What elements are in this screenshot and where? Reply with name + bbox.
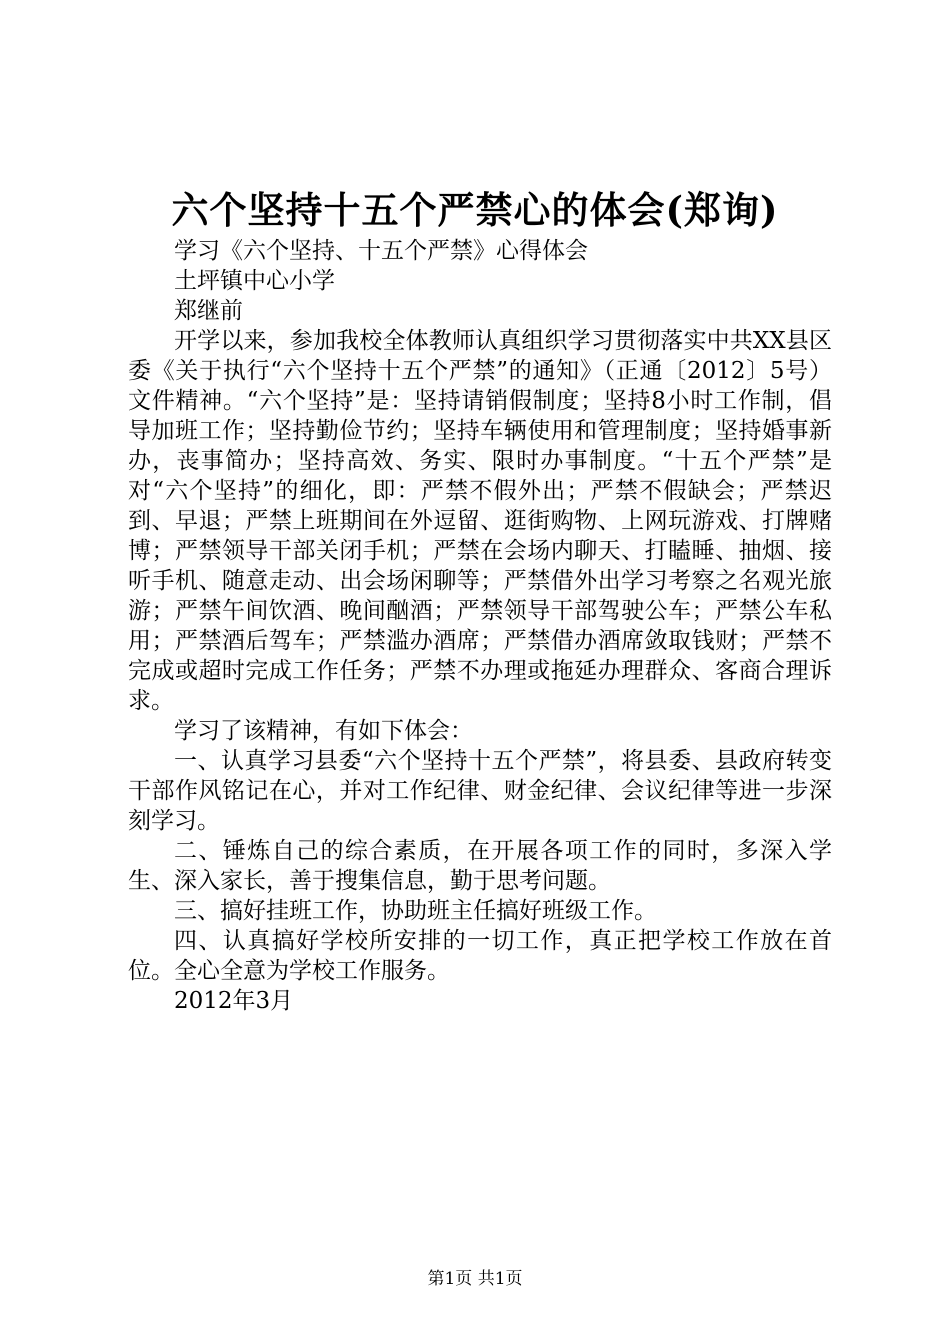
page-footer: 第1页 共1页 bbox=[427, 1269, 523, 1289]
reflection-lead: 学习了该精神，有如下体会： bbox=[174, 718, 473, 744]
point-one-paragraph: 一、认真学习县委“六个坚持十五个严禁”，将县委、县政府转变干部作风铭记在心，并对工作纪律、财金纪律、会议纪律等进一步深刻学习。 bbox=[128, 748, 832, 834]
date-line: 2012年3月 bbox=[174, 988, 294, 1014]
document-title: 六个坚持十五个严禁心的体会(郑询) bbox=[171, 188, 779, 232]
intro-paragraph: 开学以来，参加我校全体教师认真组织学习贯彻落实中共XX县区委《关于执行“六个坚持十五个严禁”的通知》（正通〔2012〕5号）文件精神。“六个坚持”是：坚持请销假制度；坚持8小时工作制，倡导加班工作；坚持勤俭节约；坚持车辆使用和管理制度；坚持婚事新办，丧事简办；坚持高效、务实、限时办事制度。“十五个严禁”是对“六个坚持”的细化，即：严禁不假外出；严禁不假缺会；严禁迟到、早退；严禁上班期间在外逗留、逛街购物、上网玩游戏、打牌赌博；严禁领导干部关闭手机；严禁在会场内聊天、打瞌睡、抽烟、接听手机、随意走动、出会场闲聊等；严禁借外出学习考察之名观光旅游；严禁午间饮酒、晚间酗酒；严禁领导干部驾驶公车；严禁公车私用；严禁酒后驾车；严禁滥办酒席；严禁借办酒席敛取钱财；严禁不完成或超时完成工作任务；严禁不办理或拖延办理群众、客商合理诉求。 bbox=[128, 328, 832, 714]
point-four-paragraph: 四、认真搞好学校所安排的一切工作，真正把学校工作放在首位。全心全意为学校工作服务。 bbox=[128, 928, 832, 984]
subtitle-line: 学习《六个坚持、十五个严禁》心得体会 bbox=[174, 238, 588, 264]
school-name-line: 土坪镇中心小学 bbox=[174, 268, 335, 294]
point-two-paragraph: 二、锤炼自己的综合素质，在开展各项工作的同时，多深入学生、深入家长，善于搜集信息，勤于思考问题。 bbox=[128, 838, 832, 894]
author-line: 郑继前 bbox=[174, 298, 243, 324]
document-body bbox=[128, 236, 832, 1016]
point-three-paragraph: 三、搞好挂班工作，协助班主任搞好班级工作。 bbox=[174, 898, 657, 924]
